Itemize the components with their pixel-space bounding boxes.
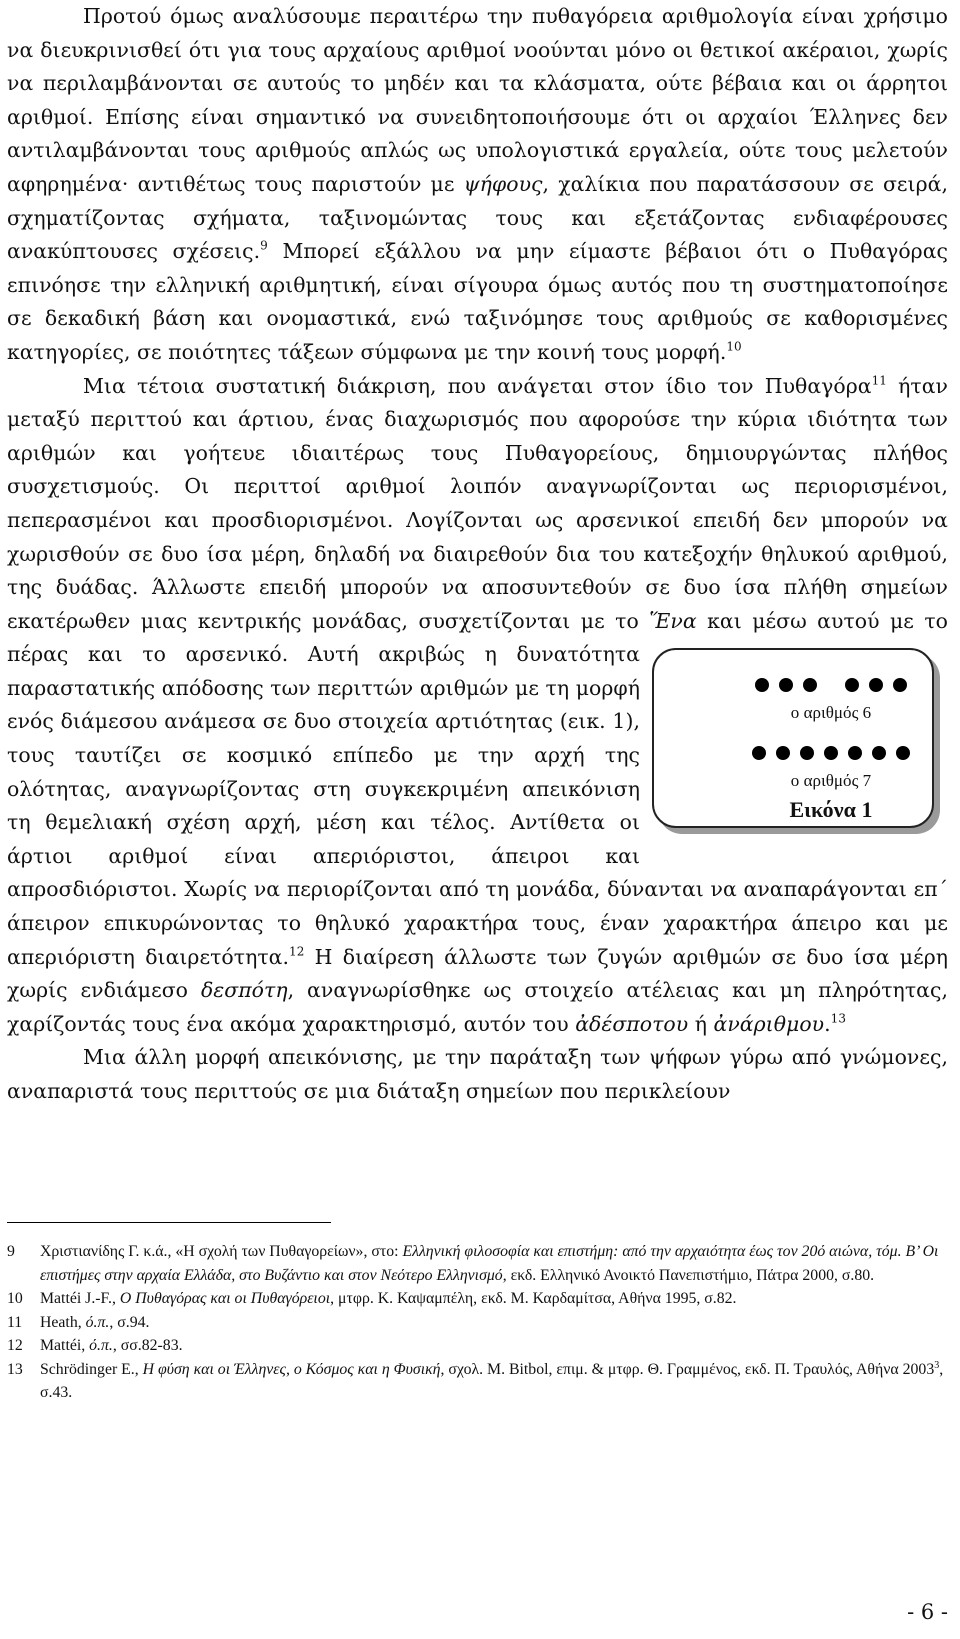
footnote-11 — [7, 1311, 952, 1335]
italic-term: Ἕνα — [649, 608, 697, 633]
paragraph-1 — [7, 0, 948, 370]
footnote-separator — [7, 1222, 331, 1223]
footnote-text: Schrödinger E., Η φύση και οι Έλληνες, ο Κόσμος και η Φυσική, σχολ. M. Bitbol, επιμ. & μτφρ. Θ. Γραμμένος, εκδ. Π. Τραυλός, Αθήνα 2003$^3$, σ.43. — [40, 1359, 944, 1401]
page-number: - 6 - — [907, 1600, 948, 1624]
dot-icon — [869, 678, 883, 692]
text-run: και μέσω αυτού με το πέρας και το αρσενικό. Αυτή ακριβώς η δυνατότητα παραστατικής απόδοσης των περιττών αριθμών με τη μορφή ενός διάμεσου ανάμεσα σε δυο στοιχεία αρτιότητας (εικ. 1), τους ταυτίζει σε κοσμικό επίπεδο με την αρχή της ολότητας, αναγνωρίζοντας στη συγκεκριμένη απεικόνιση τη θεμελιακή σχέση αρχή, μέση και τέλος. Αντίθετα οι άρτιοι αριθμοί είναι απεριόριστοι, άπειροι και απροσδιόριστοι. Χωρίς να περιορίζονται από τη μονάδα, δύνανται να αναπαράγονται επ΄ άπειρον επικυρώνοντας το θηλυκό χαρακτήρα τους, έναν χαρακτήρα άπειρο και με απεριόριστη διαιρετότητα. — [7, 608, 948, 969]
text-run: Μια τέτοια συστατική διάκριση, που ανάγεται στον ίδιο τον Πυθαγόρα — [83, 373, 872, 398]
dot-icon — [755, 678, 769, 692]
text-run: , χαλίκια που παρατάσσουν σε σειρά, σχηματίζοντας σχήματα, ταξινομώντας τους και εξετάζοντας ενδιαφέρουσες ανακύπτουσες σχέσεις. — [7, 171, 948, 264]
footnotes — [7, 1240, 952, 1405]
footnote-number: 10 — [7, 1290, 23, 1307]
italic-term: ἀνάριθμου — [713, 1011, 825, 1036]
footnote-12 — [7, 1334, 952, 1358]
text-run: , αναγνωρίσθηκε ως στοιχείο ατέλειας και μη πληρότητας, χαρίζοντάς τους ένα ακόμα χαρακτηρισμό, αυτόν του — [7, 978, 948, 1036]
footnote-ref-10[interactable]: 10 — [726, 339, 742, 354]
dot-icon — [752, 746, 766, 760]
footnote-text: Mattéi, ό.π., σσ.82-83. — [40, 1337, 183, 1354]
dot-icon — [776, 746, 790, 760]
footnote-ref-9[interactable]: 9 — [260, 238, 268, 253]
paragraph-3 — [7, 1041, 948, 1108]
dot-icon — [800, 746, 814, 760]
dot-icon — [824, 746, 838, 760]
footnote-ref-11[interactable]: 11 — [871, 373, 887, 388]
footnote-number: 13 — [7, 1360, 23, 1378]
figure-1 — [652, 648, 948, 844]
text-run: ή — [688, 1011, 714, 1036]
footnote-number: 12 — [7, 1337, 23, 1354]
footnote-13 — [7, 1358, 952, 1405]
italic-term: δεσπότη — [200, 978, 288, 1003]
dot-icon — [848, 746, 862, 760]
text-run: . — [824, 1011, 831, 1036]
footnote-text: Heath, ό.π., σ.94. — [40, 1313, 150, 1331]
figure-label-seven: ο αριθμός 7 — [790, 771, 872, 791]
figure-box — [652, 648, 934, 828]
footnote-number: 11 — [7, 1313, 23, 1331]
figure-label-six: ο αριθμός 6 — [790, 703, 872, 723]
dot-icon — [896, 746, 910, 760]
figure-caption: Εικόνα 1 — [789, 797, 873, 823]
text-run: Μια άλλη μορφή απεικόνισης, με την παράταξη των ψήφων γύρω από γνώμονες, αναπαριστά τους περιττούς σε μια διάταξη σημείων που περικλείουν — [7, 1045, 948, 1103]
footnote-9 — [7, 1240, 952, 1287]
footnote-ref-12[interactable]: 12 — [289, 944, 305, 959]
dot-icon — [779, 678, 793, 692]
footnote-text: Mattéi J.-F., Ο Πυθαγόρας και οι Πυθαγόρειοι, μτφρ. Κ. Καψαμπέλη, εκδ. Μ. Καρδαμίτσα, Αθήνα 1995, σ.82. — [40, 1290, 737, 1307]
dot-icon — [893, 678, 907, 692]
dot-icon — [872, 746, 886, 760]
footnote-10 — [7, 1287, 952, 1311]
paragraph-2 — [7, 370, 948, 1042]
italic-term: ἀδέσποτου — [575, 1011, 689, 1036]
footnote-ref-13[interactable]: 13 — [830, 1011, 847, 1026]
text-run: Μπορεί εξάλλου να μην είμαστε βέβαιοι ότι ο Πυθαγόρας επινόησε την ελληνική αριθμητική, είναι σίγουρα όμως αυτός που τη συστηματοποίησε σε δεκαδική βάση και ονομαστικά, ενώ ταξινόμησε τους αριθμούς σε καθορισμένες κατηγορίες, σε ποιότητες τάξεων σύμφωνα με την κοινή τους μορφή. — [7, 239, 948, 364]
text-run: ήταν μεταξύ περιττού και άρτιου, ένας διαχωρισμός που αφορούσε την κύρια ιδιότητα των αριθμών και γοήτευε ιδιαιτέρως τους Πυθαγορείους, δημιουργώντας πλήθος συσχετισμούς. Οι περιττοί αριθμοί λοιπόν αναγνωρίζονται ως περιορισμένοι, πεπερασμένοι και προσδιορισμένοι. Λογίζονται ως αρσενικοί επειδή δεν μπορούν να χωρισθούν σε δυο ίσα μέρη, δηλαδή να διαιρεθούν δια του κατεξοχήν θηλυκού αριθμού, της δυάδας. Άλλωστε επειδή μπορούν να αποσυντεθούν σε δυο ίσα πλήθη σημείων εκατέρωθεν μιας κεντρικής μονάδας, συσχετίζονται με το — [7, 373, 948, 633]
text-run: Προτού όμως αναλύσουμε περαιτέρω την πυθαγόρεια αριθμολογία είναι χρήσιμο να διευκρινισθεί ότι για τους αρχαίους αριθμοί νοούνται μόνο οι θετικοί ακέραιοι, χωρίς να περιλαμβάνονται σε αυτούς το μηδέν και τα κλάσματα, ούτε βέβαια και οι άρρητοι αριθμοί. Επίσης είναι σημαντικό να συνειδητοποιήσουμε ότι οι αρχαίοι Έλληνες δεν αντιλαμβάνονται τους αριθμούς απλώς ως υπολογιστικά εργαλεία, ούτε τους μελετούν αφηρημένα· αντιθέτως τους παριστούν με — [7, 4, 948, 196]
dot-icon — [803, 678, 817, 692]
body-text — [7, 0, 948, 1109]
italic-term: ψήφους — [463, 171, 543, 196]
footnote-number: 9 — [7, 1243, 15, 1260]
footnote-text: Χριστιανίδης Γ. κ.ά., «Η σχολή των Πυθαγορείων», στο: Ελληνική φιλοσοφία και επιστήμη: από την αρχαιότητα έως τον 20ό αιώνα, τόμ. Β’ Οι επιστήμες στην αρχαία Ελλάδα, στο Βυζάντιο και στον Νεότερο Ελληνισμό, εκδ. Ελληνικό Ανοικτό Πανεπιστήμιο, Πάτρα 2000, σ.80. — [40, 1243, 939, 1284]
dot-icon — [845, 678, 859, 692]
text-run: Η διαίρεση άλλωστε των ζυγών αριθμών σε δυο ίσα μέρη χωρίς ενδιάμεσο — [7, 944, 949, 1003]
